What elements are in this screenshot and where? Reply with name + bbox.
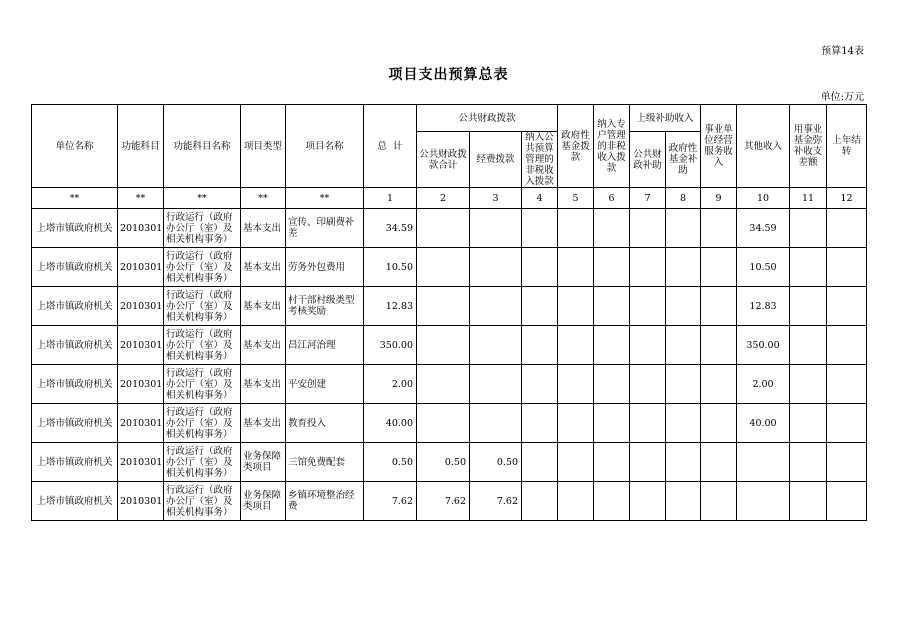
cell-non-tax-special <box>594 365 630 404</box>
cell-business-income <box>701 404 737 443</box>
cell-total: 40.00 <box>364 404 417 443</box>
cell-total: 7.62 <box>364 482 417 521</box>
cell-gov-fund <box>558 209 594 248</box>
cell-func-code: 2010301 <box>118 248 164 287</box>
cell-fund-offset <box>790 326 827 365</box>
cell-other-income: 12.83 <box>737 287 790 326</box>
cell-func-code: 2010301 <box>118 482 164 521</box>
cell-other-income: 2.00 <box>737 365 790 404</box>
header-business-income: 事业单位经营服务收入 <box>701 105 737 188</box>
cell-fund-offset <box>790 248 827 287</box>
cell-func-code: 2010301 <box>118 443 164 482</box>
cell-public-finance-total: 0.50 <box>417 443 470 482</box>
header-carryover: 上年结转 <box>827 105 867 188</box>
form-code: 预算14表 <box>821 46 864 57</box>
table-row <box>32 287 867 326</box>
cell-unit: 上塔市镇政府机关 <box>32 482 118 521</box>
cell-non-tax-in-budget <box>522 482 558 521</box>
cell-superior-fund <box>666 365 701 404</box>
cell-gov-fund <box>558 365 594 404</box>
cell-func-code: 2010301 <box>118 287 164 326</box>
cell-project-name: 平安创建 <box>286 365 364 404</box>
cell-func-name: 行政运行（政府办公厅（室）及相关机构事务） <box>164 443 241 482</box>
table-header <box>32 105 867 209</box>
index-cell: ** <box>164 188 241 209</box>
cell-superior-public <box>630 365 666 404</box>
cell-superior-public <box>630 248 666 287</box>
index-cell: ** <box>118 188 164 209</box>
cell-public-finance-total <box>417 365 470 404</box>
table-row <box>32 482 867 521</box>
cell-fund-offset <box>790 365 827 404</box>
index-cell: 9 <box>701 188 737 209</box>
cell-gov-fund <box>558 443 594 482</box>
index-cell: 5 <box>558 188 594 209</box>
cell-project-name: 村干部村级类型考核奖励 <box>286 287 364 326</box>
cell-other-income: 34.59 <box>737 209 790 248</box>
cell-gov-fund <box>558 248 594 287</box>
cell-project-type: 业务保障类项目 <box>241 482 286 521</box>
unit-label: 单位:万元 <box>820 92 864 103</box>
cell-fee-allocation <box>470 326 522 365</box>
header-non-tax-special: 纳入专户管理的非税收入拨款 <box>594 105 630 188</box>
cell-non-tax-in-budget <box>522 365 558 404</box>
header-other-income: 其他收入 <box>737 105 790 188</box>
index-cell: 1 <box>364 188 417 209</box>
cell-other-income <box>737 482 790 521</box>
cell-gov-fund <box>558 287 594 326</box>
cell-superior-public <box>630 209 666 248</box>
cell-other-income: 10.50 <box>737 248 790 287</box>
cell-non-tax-in-budget <box>522 326 558 365</box>
cell-superior-public <box>630 443 666 482</box>
header-fee-allocation: 经费拨款 <box>470 132 522 188</box>
cell-func-code: 2010301 <box>118 365 164 404</box>
cell-public-finance-total: 7.62 <box>417 482 470 521</box>
cell-fund-offset <box>790 404 827 443</box>
cell-fee-allocation: 0.50 <box>470 443 522 482</box>
cell-project-name: 宣传、印刷费补差 <box>286 209 364 248</box>
cell-non-tax-in-budget <box>522 287 558 326</box>
header-public-finance: 公共财政拨款 <box>417 105 558 132</box>
cell-superior-fund <box>666 248 701 287</box>
cell-project-name: 教育投入 <box>286 404 364 443</box>
index-cell: 6 <box>594 188 630 209</box>
cell-superior-fund <box>666 326 701 365</box>
cell-fund-offset <box>790 482 827 521</box>
index-cell: 7 <box>630 188 666 209</box>
header-total: 总 计 <box>364 105 417 188</box>
index-cell: 3 <box>470 188 522 209</box>
cell-other-income: 40.00 <box>737 404 790 443</box>
cell-func-name: 行政运行（政府办公厅（室）及相关机构事务） <box>164 482 241 521</box>
cell-fund-offset <box>790 287 827 326</box>
cell-non-tax-special <box>594 404 630 443</box>
header-project-name: 项目名称 <box>286 105 364 188</box>
header-superior-public: 公共财政补助 <box>630 132 666 188</box>
cell-superior-public <box>630 482 666 521</box>
cell-project-name: 乡镇环境整治经费 <box>286 482 364 521</box>
cell-unit: 上塔市镇政府机关 <box>32 443 118 482</box>
table-row <box>32 443 867 482</box>
cell-non-tax-special <box>594 248 630 287</box>
cell-public-finance-total <box>417 326 470 365</box>
cell-total: 12.83 <box>364 287 417 326</box>
cell-gov-fund <box>558 404 594 443</box>
cell-total: 2.00 <box>364 365 417 404</box>
cell-unit: 上塔市镇政府机关 <box>32 365 118 404</box>
cell-func-name: 行政运行（政府办公厅（室）及相关机构事务） <box>164 365 241 404</box>
index-cell: ** <box>241 188 286 209</box>
cell-unit: 上塔市镇政府机关 <box>32 404 118 443</box>
cell-total: 10.50 <box>364 248 417 287</box>
cell-public-finance-total <box>417 404 470 443</box>
cell-business-income <box>701 287 737 326</box>
cell-unit: 上塔市镇政府机关 <box>32 287 118 326</box>
cell-superior-public <box>630 326 666 365</box>
cell-business-income <box>701 326 737 365</box>
page-title: 项目支出预算总表 <box>388 67 509 83</box>
cell-business-income <box>701 482 737 521</box>
cell-func-name: 行政运行（政府办公厅（室）及相关机构事务） <box>164 287 241 326</box>
cell-carryover <box>827 365 867 404</box>
table-row <box>32 404 867 443</box>
cell-project-type: 基本支出 <box>241 365 286 404</box>
cell-fund-offset <box>790 209 827 248</box>
cell-public-finance-total <box>417 209 470 248</box>
cell-project-type: 基本支出 <box>241 404 286 443</box>
cell-non-tax-special <box>594 209 630 248</box>
cell-project-name: 昌江河治理 <box>286 326 364 365</box>
cell-gov-fund <box>558 482 594 521</box>
cell-carryover <box>827 248 867 287</box>
cell-other-income: 350.00 <box>737 326 790 365</box>
table-row <box>32 248 867 287</box>
cell-func-code: 2010301 <box>118 326 164 365</box>
index-cell: 4 <box>522 188 558 209</box>
cell-other-income <box>737 443 790 482</box>
cell-non-tax-in-budget <box>522 443 558 482</box>
cell-business-income <box>701 248 737 287</box>
cell-business-income <box>701 443 737 482</box>
cell-func-name: 行政运行（政府办公厅（室）及相关机构事务） <box>164 326 241 365</box>
cell-fund-offset <box>790 443 827 482</box>
cell-fee-allocation <box>470 404 522 443</box>
cell-func-name: 行政运行（政府办公厅（室）及相关机构事务） <box>164 248 241 287</box>
cell-total: 350.00 <box>364 326 417 365</box>
cell-func-code: 2010301 <box>118 404 164 443</box>
cell-fee-allocation <box>470 209 522 248</box>
cell-public-finance-total <box>417 248 470 287</box>
header-non-tax-in-budget: 纳入公共预算管理的非税收入拨款 <box>522 132 558 188</box>
cell-non-tax-special <box>594 443 630 482</box>
cell-superior-fund <box>666 482 701 521</box>
cell-project-type: 基本支出 <box>241 326 286 365</box>
cell-carryover <box>827 326 867 365</box>
cell-superior-public <box>630 287 666 326</box>
cell-total: 0.50 <box>364 443 417 482</box>
index-cell: 12 <box>827 188 867 209</box>
header-gov-fund: 政府性基金拨款 <box>558 105 594 188</box>
index-cell: 8 <box>666 188 701 209</box>
cell-non-tax-special <box>594 287 630 326</box>
cell-non-tax-special <box>594 326 630 365</box>
index-cell: 11 <box>790 188 827 209</box>
table-row <box>32 209 867 248</box>
header-superior-subsidy: 上级补助收入 <box>630 105 701 132</box>
cell-business-income <box>701 365 737 404</box>
cell-project-name: 三馆免费配套 <box>286 443 364 482</box>
cell-carryover <box>827 209 867 248</box>
header-func-name: 功能科目名称 <box>164 105 241 188</box>
budget-table <box>31 104 867 521</box>
cell-fee-allocation: 7.62 <box>470 482 522 521</box>
cell-carryover <box>827 443 867 482</box>
header-public-finance-total: 公共财政拨款合计 <box>417 132 470 188</box>
cell-func-name: 行政运行（政府办公厅（室）及相关机构事务） <box>164 209 241 248</box>
cell-project-name: 劳务外包费用 <box>286 248 364 287</box>
cell-total: 34.59 <box>364 209 417 248</box>
cell-gov-fund <box>558 326 594 365</box>
header-fund-offset: 用事业基金弥补收支差额 <box>790 105 827 188</box>
cell-non-tax-special <box>594 482 630 521</box>
cell-non-tax-in-budget <box>522 248 558 287</box>
cell-unit: 上塔市镇政府机关 <box>32 209 118 248</box>
cell-project-type: 基本支出 <box>241 287 286 326</box>
index-cell: 10 <box>737 188 790 209</box>
cell-superior-fund <box>666 287 701 326</box>
cell-unit: 上塔市镇政府机关 <box>32 326 118 365</box>
header-unit-name: 单位名称 <box>32 105 118 188</box>
cell-fee-allocation <box>470 248 522 287</box>
header-superior-fund: 政府性基金补助 <box>666 132 701 188</box>
cell-project-type: 基本支出 <box>241 248 286 287</box>
cell-func-name: 行政运行（政府办公厅（室）及相关机构事务） <box>164 404 241 443</box>
header-func-code: 功能科目 <box>118 105 164 188</box>
cell-superior-fund <box>666 404 701 443</box>
cell-carryover <box>827 482 867 521</box>
cell-superior-public <box>630 404 666 443</box>
header-project-type: 项目类型 <box>241 105 286 188</box>
cell-fee-allocation <box>470 287 522 326</box>
cell-business-income <box>701 209 737 248</box>
cell-non-tax-in-budget <box>522 209 558 248</box>
cell-project-type: 业务保障类项目 <box>241 443 286 482</box>
index-cell: ** <box>32 188 118 209</box>
table-row <box>32 326 867 365</box>
index-cell: ** <box>286 188 364 209</box>
cell-public-finance-total <box>417 287 470 326</box>
cell-non-tax-in-budget <box>522 404 558 443</box>
cell-carryover <box>827 404 867 443</box>
cell-superior-fund <box>666 443 701 482</box>
cell-func-code: 2010301 <box>118 209 164 248</box>
cell-fee-allocation <box>470 365 522 404</box>
cell-superior-fund <box>666 209 701 248</box>
cell-unit: 上塔市镇政府机关 <box>32 248 118 287</box>
cell-carryover <box>827 287 867 326</box>
table-row <box>32 365 867 404</box>
index-cell: 2 <box>417 188 470 209</box>
table-body <box>32 209 867 521</box>
cell-project-type: 基本支出 <box>241 209 286 248</box>
